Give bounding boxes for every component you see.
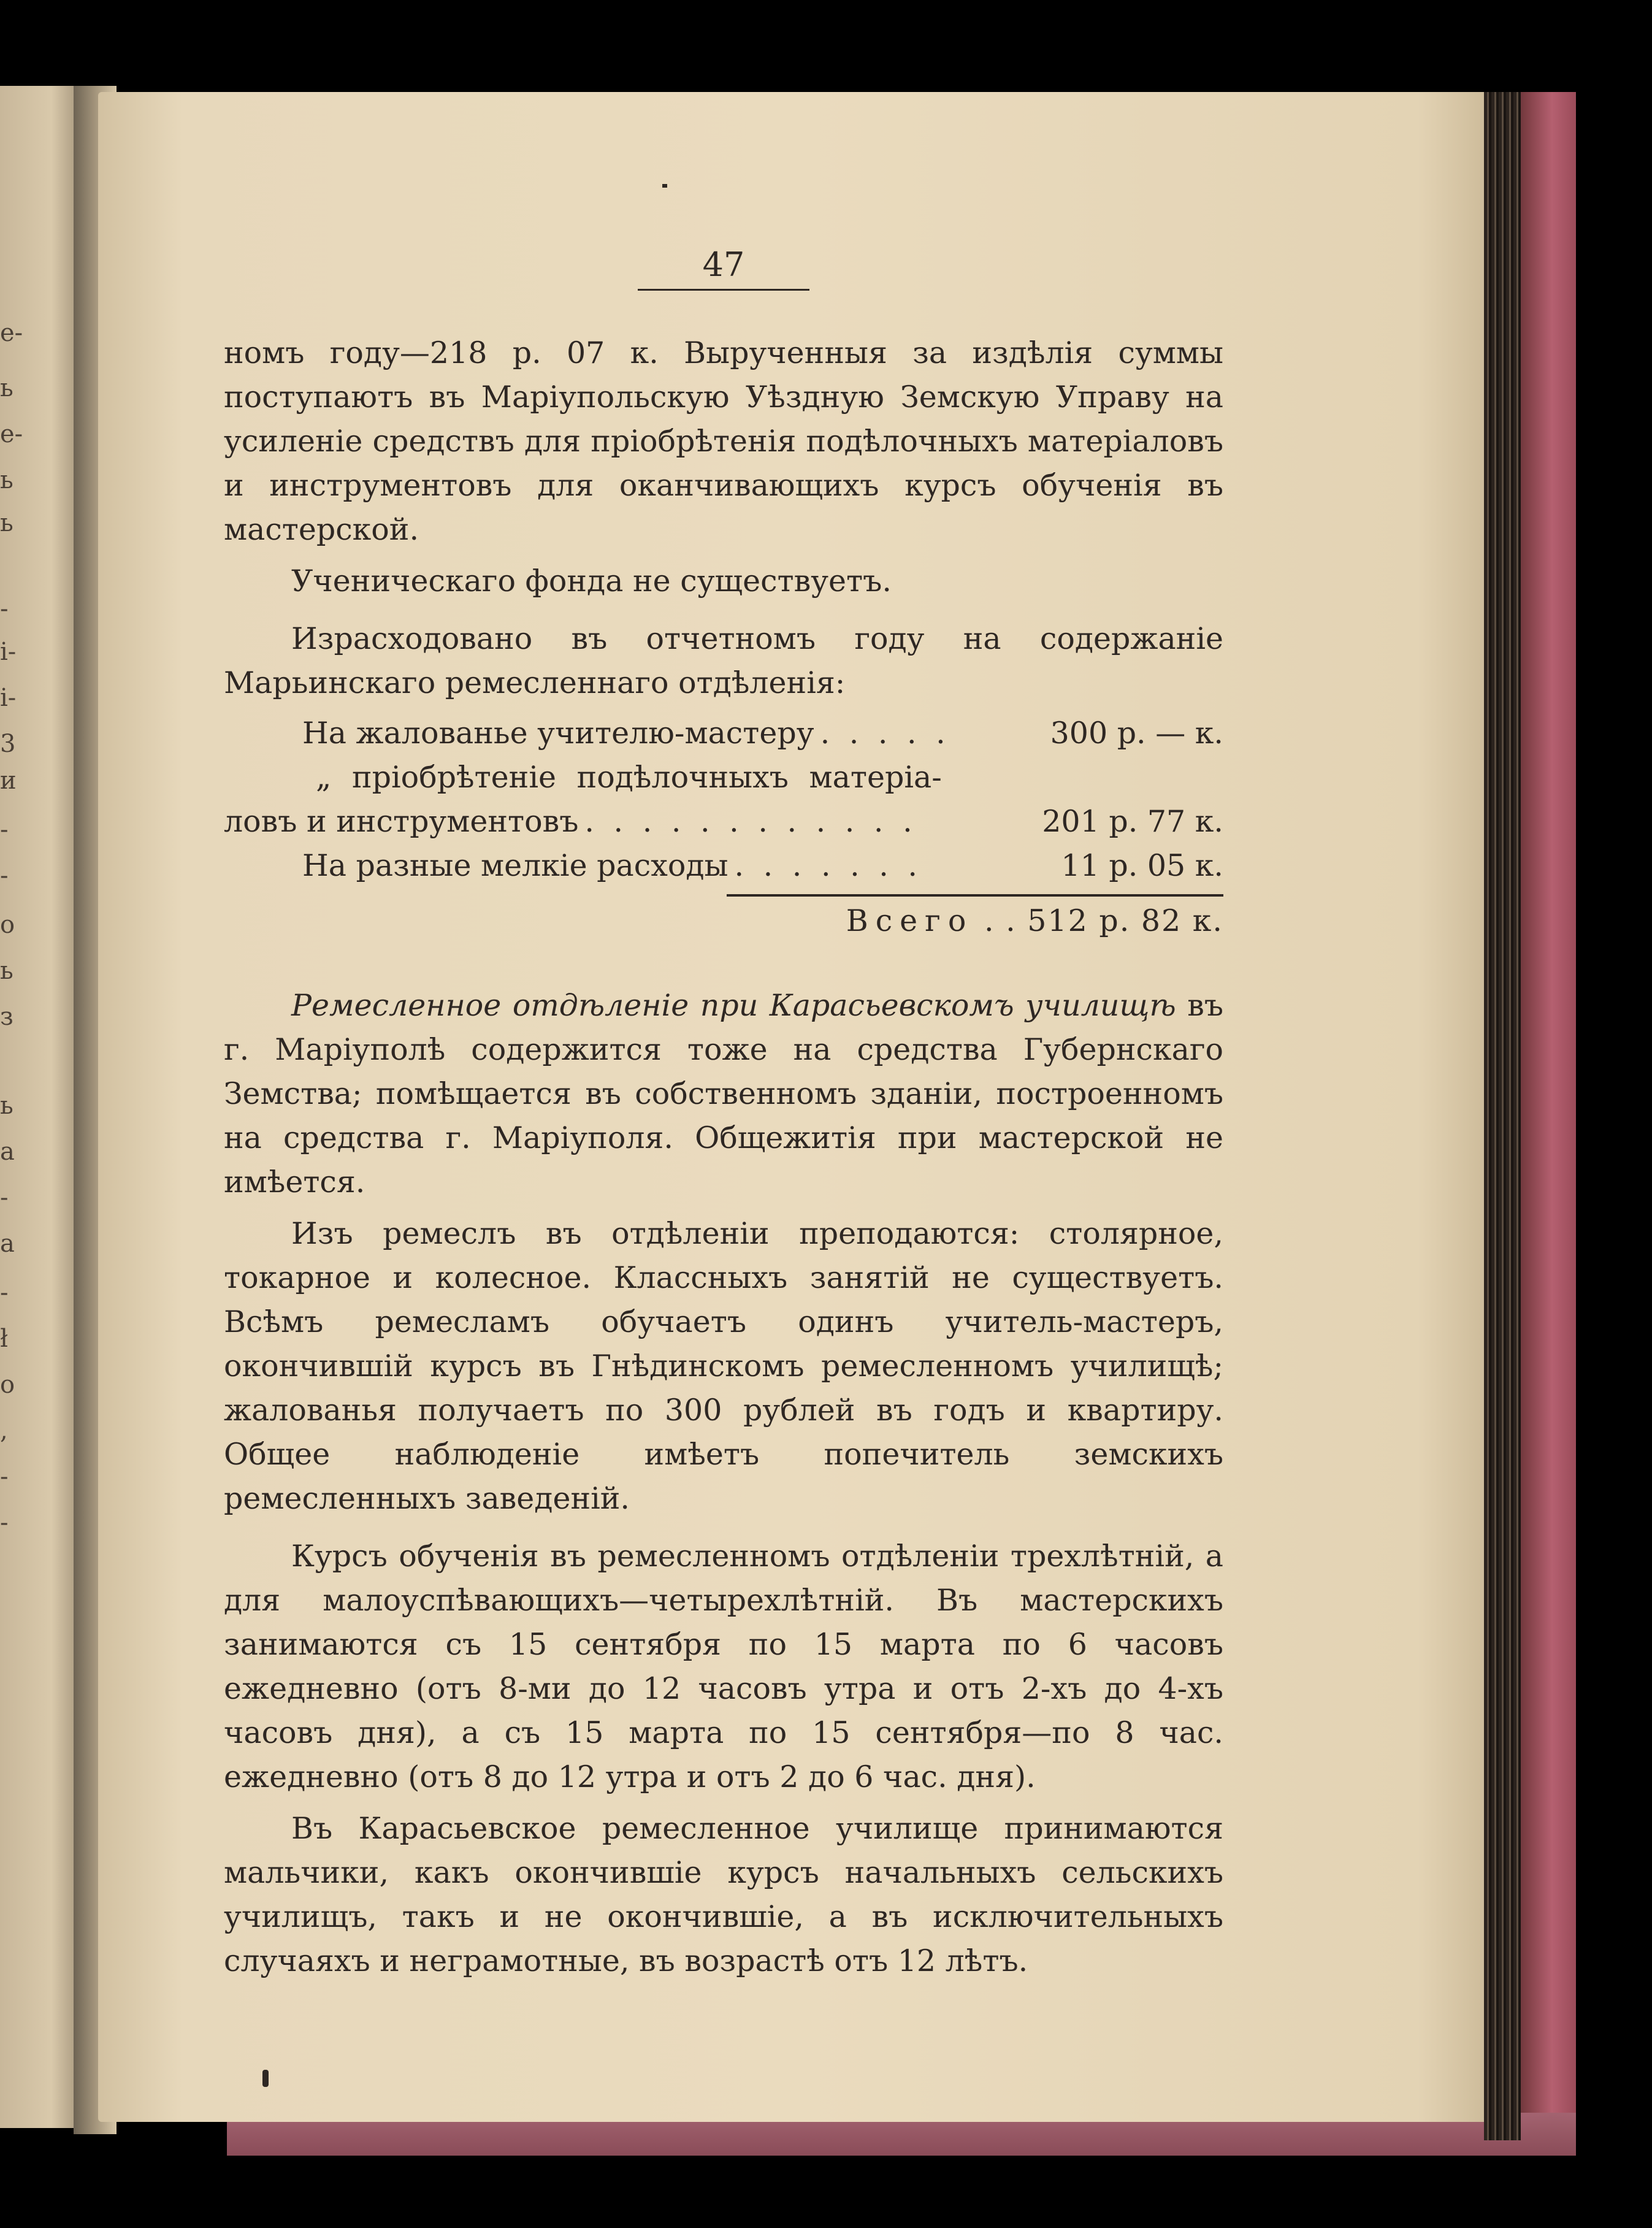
leader-dots: . . . . . . . . . . . . — [584, 804, 917, 839]
fragment: 3 — [0, 730, 16, 758]
fragment: а — [0, 1230, 15, 1258]
fragment: а — [0, 1138, 15, 1166]
expense-table — [224, 711, 1223, 946]
expense-amount: 201 р. 77 к. — [1042, 804, 1223, 839]
fragment: - — [0, 1184, 9, 1212]
paragraph: номъ году—218 р. 07 к. Вырученныя за издѣлія суммы поступаютъ въ Маріупольскую Уѣздную Земскую Управу на усиленіе средствъ для пріобрѣтенія подѣлочныхъ матеріаловъ и инструментовъ для оканчивающихъ курсъ обученія въ мастерской. — [224, 335, 1223, 547]
fragment: - — [0, 1463, 9, 1491]
fragment: ь — [0, 957, 13, 985]
expense-total — [224, 897, 1223, 946]
paragraph-text: въ г. Маріуполѣ содержится тоже на средства Губернскаго Земства; помѣщается въ собственномъ зданіи, построенномъ на средства г. Маріуполя. Общежитія при мастерской не имѣется. — [224, 988, 1223, 1200]
paragraph: Израсходовано въ отчетномъ году на содержаніе Марьинскаго ремесленнаго отдѣленія: — [224, 621, 1223, 700]
expense-label: ловъ и инструментовъ — [224, 804, 579, 839]
fragment: - — [0, 1509, 9, 1537]
expense-row — [224, 711, 1223, 756]
page-stack-edges — [1484, 92, 1521, 2140]
section-heading: Ремесленное отдѣленіе при Карасьевскомъ училищѣ — [291, 988, 1176, 1023]
expense-amount: 300 р. — к. — [1050, 716, 1223, 751]
total-amount: 512 р. 82 к. — [1027, 903, 1223, 938]
fragment: ł — [0, 1325, 8, 1353]
fragment: - — [0, 1279, 9, 1307]
page-text — [224, 331, 1223, 1983]
fragment: з — [0, 1003, 13, 1031]
fragment: е- — [0, 319, 23, 347]
expense-row — [224, 844, 1223, 888]
expense-row — [224, 800, 1223, 844]
paragraph — [224, 984, 1223, 1204]
total-label: Всего — [846, 903, 974, 938]
fragment: ь — [0, 1092, 13, 1120]
fragment: - — [0, 862, 9, 890]
ink-speck — [662, 184, 667, 188]
page-number: 47 — [638, 245, 809, 291]
expense-row — [224, 756, 1223, 800]
fragment: i- — [0, 684, 17, 712]
expense-amount: 11 р. 05 к. — [1061, 848, 1223, 883]
paragraph: Курсъ обученія въ ремесленномъ отдѣленіи трехлѣтній, а для малоуспѣвающихъ—четырехлѣтній. Въ мастерскихъ занимаются съ 15 сентября по 15 марта по 6 часовъ ежедневно (отъ 8-ми до 12 часовъ утра и отъ 2-хъ до 4-хъ часовъ дня), а съ 15 марта по 15 сентября—по 8 час. ежедневно (отъ 8 до 12 утра и отъ 2 до 6 час. дня). — [224, 1539, 1223, 1794]
fragment: i- — [0, 638, 17, 666]
fragment: - — [0, 595, 9, 623]
paragraph: Ученическаго фонда не существуетъ. — [291, 564, 892, 599]
fragment: и — [0, 767, 17, 795]
adjacent-page — [0, 86, 86, 2128]
paragraph: Изъ ремеслъ въ отдѣленіи преподаются: столярное, токарное и колесное. Классныхъ занятій не существуетъ. Всѣмъ ремесламъ обучаетъ одинъ учитель-мастеръ, окончившій курсъ въ Гнѣдинскомъ ремесленномъ училищѣ; жалованья получаетъ по 300 рублей въ годъ и квартиру. Общее наблюденіе имѣетъ попечитель земскихъ ремесленныхъ заведеній. — [224, 1216, 1223, 1516]
expense-label: „ пріобрѣтеніе подѣлочныхъ матеріа- — [316, 760, 942, 795]
fragment: ь — [0, 509, 13, 537]
leader-dots: . . . . . — [820, 716, 950, 751]
fragment: о — [0, 911, 15, 939]
ink-speck — [262, 2070, 269, 2087]
fragment: - — [0, 816, 9, 844]
fragment: е- — [0, 420, 23, 448]
fragment: , — [0, 1417, 8, 1445]
leader-dots: . . . . . . . — [734, 848, 922, 883]
expense-label: На разные мелкіе расходы — [302, 848, 728, 883]
fragment: о — [0, 1371, 15, 1399]
fragment: ь — [0, 374, 13, 402]
fragment: ь — [0, 466, 13, 494]
paragraph: Въ Карасьевское ремесленное училище принимаются мальчики, какъ окончившіе курсъ начальныхъ сельскихъ училищъ, такъ и не окончившіе, а въ исключительныхъ случаяхъ и неграмотные, въ возрастѣ отъ 12 лѣтъ. — [224, 1811, 1223, 1978]
leader-dots: . . — [984, 903, 1017, 938]
expense-label: На жалованье учителю-мастеру — [302, 716, 814, 751]
